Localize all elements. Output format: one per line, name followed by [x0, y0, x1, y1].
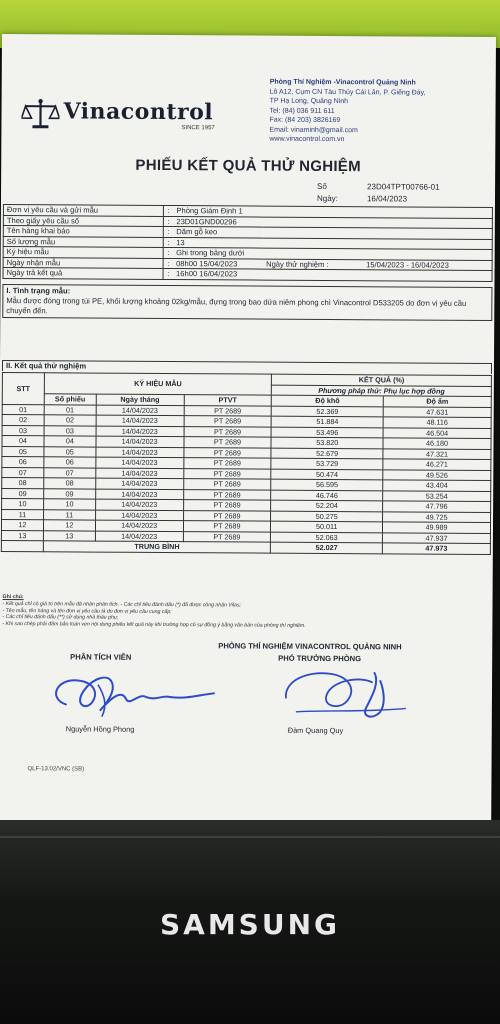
test-report-document: [0, 34, 496, 837]
cell-ngay: 14/04/2023: [96, 426, 184, 437]
cell-stt: 10: [2, 499, 44, 510]
cell-stt: 02: [2, 415, 44, 426]
analyst-signature: [38, 664, 228, 721]
cell-doam: 46.180: [383, 438, 491, 449]
col-stt-header: STT: [2, 373, 44, 405]
info-colon: :: [163, 205, 173, 216]
monitor-brand-logo: SAMSUNG: [159, 908, 341, 941]
cell-phieu: 04: [44, 436, 96, 447]
note-line: - Tên mẫu, tên hàng và tên đơn vị yêu cầu là do đơn vị yêu cầu cung cấp;: [2, 607, 172, 615]
cell-doam: 53.254: [383, 490, 491, 501]
cell-phieu: 02: [44, 415, 96, 426]
cell-stt: 06: [2, 457, 44, 468]
cell-dokho: 52.369: [271, 406, 383, 417]
cell-ngay: 14/04/2023: [96, 415, 184, 426]
address-line: www.vinacontrol.com.vn: [269, 135, 345, 144]
cell-phieu: 09: [44, 488, 96, 499]
info-value: 08h00 15/04/2023: [173, 258, 263, 269]
info-label: Số lượng mẫu: [3, 236, 163, 247]
col-dokho-header: Độ khô: [272, 395, 384, 406]
cell-ngay: 14/04/2023: [95, 531, 183, 542]
cell-stt: 01: [2, 404, 44, 415]
cell-ptvt: PT 2689: [183, 447, 271, 458]
col-ptvt-header: PTVT: [184, 395, 272, 406]
cell-dokho: 52.063: [271, 532, 383, 543]
form-code: QLF-13.02/VNC (SB): [27, 766, 85, 773]
logo-wordmark: Vinacontrol: [63, 98, 214, 126]
address-line: TP Hạ Long, Quảng Ninh: [269, 97, 349, 106]
document-title: PHIẾU KẾT QUẢ THỬ NGHIỆM: [135, 156, 361, 176]
cell-doam: 49.989: [383, 522, 491, 533]
lab-address-block: [269, 78, 489, 146]
cell-ptvt: PT 2689: [183, 521, 271, 532]
cell-ngay: 14/04/2023: [96, 457, 184, 468]
cell-stt: 13: [1, 530, 43, 541]
cell-dokho: 50.011: [271, 521, 383, 532]
col-doam-header: Độ ẩm: [383, 396, 491, 407]
cell-ptvt: PT 2689: [184, 405, 272, 416]
scales-emblem-icon: [21, 98, 59, 130]
notes-block: [2, 594, 488, 631]
cell-ngay: 14/04/2023: [95, 520, 183, 531]
info-label: Theo giấy yêu cầu số: [3, 215, 163, 226]
cell-ngay: 14/04/2023: [95, 499, 183, 510]
cell-doam: 48.116: [383, 417, 491, 428]
note-line: - Khi sao chép phải đảm bảo toàn vẹn nội dung phiếu kết quả này khi trường hợp có sự đồng ý bằng văn bản của phòng thí nghiệm.: [2, 621, 306, 630]
sample-condition-section: [2, 284, 492, 321]
report-date-label: Ngày:: [316, 193, 338, 204]
deputy-head-name: Đàm Quang Quy: [287, 725, 344, 736]
report-number-block: [317, 182, 440, 207]
info-label: Ngày thử nghiệm :: [263, 259, 363, 270]
deputy-signature: [276, 662, 426, 727]
report-no-label: Số: [317, 181, 327, 191]
logo-tagline: SINCE 1957: [181, 125, 215, 132]
avg-empty-cell: [1, 541, 43, 552]
address-line: Phòng Thí Nghiệm -Vinacontrol Quảng Ninh: [269, 78, 416, 87]
cell-dokho: 50.474: [271, 469, 383, 480]
avg-dokho: 52.027: [271, 542, 383, 553]
sample-info-table: [3, 204, 493, 281]
cell-ptvt: PT 2689: [184, 426, 272, 437]
cell-stt: 05: [2, 446, 44, 457]
cell-stt: 08: [2, 478, 44, 489]
address-line: Tel: (84) 036 911 611: [269, 107, 335, 115]
cell-dokho: 50.275: [271, 511, 383, 522]
cell-phieu: 13: [43, 530, 95, 541]
cell-ngay: 14/04/2023: [96, 447, 184, 458]
col-phieu-header: Số phiếu: [44, 394, 96, 405]
info-label: Ngày trả kết quả: [3, 268, 163, 279]
cell-phieu: 10: [43, 499, 95, 510]
section-title: II. Kết quả thử nghiệm: [2, 360, 492, 374]
note-line: - Các chỉ tiêu đánh dấu (**) sử dụng nhà thầu phụ;: [2, 614, 119, 622]
cell-phieu: 05: [44, 446, 96, 457]
cell-ptvt: PT 2689: [183, 479, 271, 490]
cell-ngay: 14/04/2023: [96, 468, 184, 479]
info-value: 16h00 16/04/2023: [173, 269, 492, 281]
info-label: Tên hàng khai báo: [3, 226, 163, 237]
deputy-head-role: PHÓ TRƯỞNG PHÒNG: [278, 653, 362, 664]
cell-ngay: 14/04/2023: [96, 436, 184, 447]
col-result-header: KẾT QUẢ (%): [272, 374, 492, 386]
average-row: [1, 541, 490, 554]
info-value: Phòng Giám Định 1: [173, 206, 492, 218]
sample-condition-text: Mẫu được đóng trong túi PE, khối lượng khoảng 02kg/mẫu, đựng trong bao dứa niêm phong chì Vinacontrol D533205 do đơn vị yêu cầu chuyển đến.: [6, 296, 467, 316]
test-method-header: Phương pháp thử: Phụ lục hợp đồng: [272, 385, 492, 397]
analyst-name: Nguyễn Hồng Phong: [65, 724, 135, 734]
analyst-role: PHÂN TÍCH VIÊN: [70, 652, 132, 662]
cell-phieu: 06: [44, 457, 96, 468]
cell-doam: 49.526: [383, 469, 491, 480]
info-label: Đơn vị yêu cầu và gửi mẫu: [3, 205, 163, 216]
section-title: I. Tình trạng mẫu:: [6, 286, 71, 296]
cell-ptvt: PT 2689: [183, 500, 271, 511]
cell-doam: 47.796: [383, 501, 491, 512]
note-line: - Kết quả chỉ có giá trị trên mẫu đã nhận phân tích. - Các chỉ tiêu đánh dấu (*) đã được công nhận Vilas;: [2, 600, 242, 609]
cell-doam: 43.404: [383, 480, 491, 491]
cell-doam: 47.321: [383, 448, 491, 459]
avg-label: TRUNG BÌNH: [43, 541, 271, 553]
vinacontrol-logo: [21, 98, 221, 133]
info-label: Ký hiệu mẫu: [3, 247, 163, 258]
cell-phieu: 01: [44, 404, 96, 415]
cell-ptvt: PT 2689: [183, 531, 271, 542]
address-line: Email: vinaminh@gmail.com: [269, 126, 358, 134]
cell-doam: 49.725: [383, 511, 491, 522]
address-line: Lô A12, Cụm CN Tàu Thủy Cái Lân, P. Giếng Đáy,: [269, 88, 426, 97]
cell-dokho: 51.884: [271, 416, 383, 427]
cell-dokho: 56.595: [271, 479, 383, 490]
info-colon: :: [163, 258, 173, 269]
report-date-value: 16/04/2023: [366, 194, 408, 204]
info-label: Ngày nhận mẫu: [3, 257, 163, 268]
cell-ptvt: PT 2689: [184, 437, 272, 448]
cell-stt: 12: [1, 520, 43, 531]
info-colon: :: [163, 226, 173, 237]
cell-ptvt: PT 2689: [183, 510, 271, 521]
cell-doam: 47.937: [383, 532, 491, 543]
cell-dokho: 53.729: [271, 458, 383, 469]
info-colon: :: [163, 216, 173, 227]
results-table: [1, 372, 492, 554]
info-colon: :: [163, 237, 173, 248]
cell-ptvt: PT 2689: [184, 416, 272, 427]
cell-phieu: 08: [44, 478, 96, 489]
info-colon: :: [163, 247, 173, 258]
cell-dokho: 52.204: [271, 500, 383, 511]
cell-stt: 11: [2, 509, 44, 520]
info-value: 13: [173, 237, 492, 249]
info-value: Dăm gỗ keo: [173, 227, 492, 239]
cell-stt: 07: [2, 467, 44, 478]
cell-ptvt: PT 2689: [183, 458, 271, 469]
col-ngay-header: Ngày tháng: [96, 394, 184, 405]
cell-ptvt: PT 2689: [183, 489, 271, 500]
info-colon: :: [163, 268, 173, 279]
cell-phieu: 12: [43, 520, 95, 531]
cell-ngay: 14/04/2023: [96, 478, 184, 489]
cell-phieu: 11: [43, 509, 95, 520]
cell-stt: 03: [2, 425, 44, 436]
cell-dokho: 53.496: [271, 427, 383, 438]
cell-doam: 46.504: [383, 427, 491, 438]
lab-org-name: PHÒNG THÍ NGHIỆM VINACONTROL QUẢNG NINH: [218, 641, 402, 652]
cell-ngay: 14/04/2023: [95, 489, 183, 500]
table-header-row: [2, 373, 491, 386]
info-value: Ghi trong bảng dưới: [173, 248, 492, 260]
info-value: 15/04/2023 - 16/04/2023: [363, 259, 492, 270]
col-symbol-header: KÝ HIỆU MẪU: [44, 373, 272, 395]
cell-stt: 09: [2, 488, 44, 499]
cell-dokho: 46.746: [271, 490, 383, 501]
section-box: [2, 284, 492, 321]
cell-dokho: 52.679: [271, 448, 383, 459]
info-value: 23D01GND00296: [173, 216, 492, 228]
cell-stt: 04: [2, 436, 44, 447]
cell-phieu: 07: [44, 467, 96, 478]
cell-doam: 46.271: [383, 459, 491, 470]
notes-title: Ghi chú:: [2, 594, 24, 601]
cell-ngay: 14/04/2023: [95, 510, 183, 521]
cell-doam: 47.631: [383, 406, 491, 417]
cell-ptvt: PT 2689: [183, 468, 271, 479]
report-no-value: 23D04TPT00766-01: [367, 182, 440, 192]
cell-dokho: 53.820: [271, 437, 383, 448]
results-body: [1, 404, 491, 543]
monitor-edge: [0, 836, 500, 838]
cell-ngay: 14/04/2023: [96, 405, 184, 416]
address-line: Fax: (84 203) 3826169: [269, 116, 341, 125]
cell-phieu: 03: [44, 425, 96, 436]
avg-doam: 47.973: [382, 543, 490, 554]
